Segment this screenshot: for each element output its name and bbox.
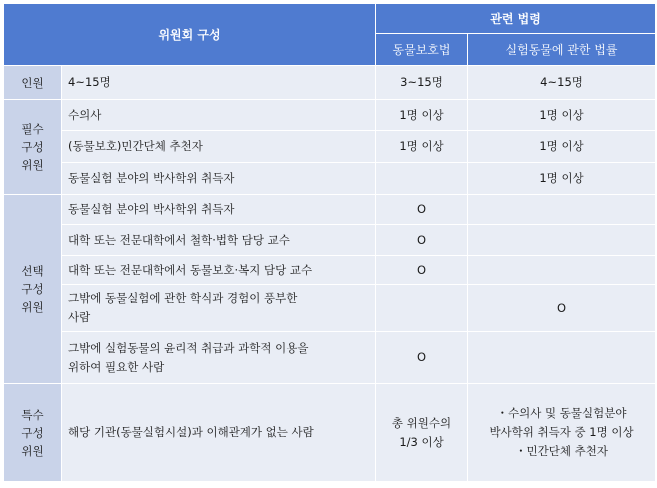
optional-desc: 대학 또는 전문대학에서 철학·법학 담당 교수 xyxy=(62,225,376,256)
required-row xyxy=(4,163,656,195)
required-law2: 1명 이상 xyxy=(468,163,656,195)
header-related-law: 관련 법령 xyxy=(376,4,656,34)
members-row xyxy=(4,66,656,100)
optional-row xyxy=(4,256,656,285)
required-row xyxy=(4,100,656,131)
optional-law1: O xyxy=(376,225,468,256)
required-desc: 동물실험 분야의 박사학위 취득자 xyxy=(62,163,376,195)
required-desc: 수의사 xyxy=(62,100,376,131)
special-law1: 총 위원수의 1/3 이상 xyxy=(376,384,468,482)
optional-law2 xyxy=(468,332,656,384)
members-label: 인원 xyxy=(4,66,62,100)
optional-law1: O xyxy=(376,195,468,225)
special-desc: 해당 기관(동물실험시설)과 이해관계가 없는 사람 xyxy=(62,384,376,482)
committee-composition-table xyxy=(3,3,656,482)
required-law2: 1명 이상 xyxy=(468,131,656,163)
required-law2: 1명 이상 xyxy=(468,100,656,131)
special-row xyxy=(4,384,656,482)
optional-desc: 동물실험 분야의 박사학위 취득자 xyxy=(62,195,376,225)
optional-desc: 그밖에 실험동물의 윤리적 취급과 과학적 이용을 위하여 필요한 사람 xyxy=(62,332,376,384)
members-law2: 4~15명 xyxy=(468,66,656,100)
optional-desc: 그밖에 동물실험에 관한 학식과 경험이 풍부한 사람 xyxy=(62,285,376,332)
members-desc: 4~15명 xyxy=(62,66,376,100)
optional-law1 xyxy=(376,285,468,332)
required-law1: 1명 이상 xyxy=(376,131,468,163)
optional-row xyxy=(4,195,656,225)
optional-desc: 대학 또는 전문대학에서 동물보호·복지 담당 교수 xyxy=(62,256,376,285)
header-lab-animal-act: 실험동물에 관한 법률 xyxy=(468,34,656,66)
optional-row xyxy=(4,285,656,332)
special-label: 특수 구성 위원 xyxy=(4,384,62,482)
required-label: 필수 구성 위원 xyxy=(4,100,62,195)
optional-law2 xyxy=(468,256,656,285)
optional-row xyxy=(4,225,656,256)
optional-law2 xyxy=(468,195,656,225)
required-law1: 1명 이상 xyxy=(376,100,468,131)
optional-law2 xyxy=(468,225,656,256)
optional-law1: O xyxy=(376,332,468,384)
header-composition: 위원회 구성 xyxy=(4,4,376,66)
required-desc: (동물보호)민간단체 추천자 xyxy=(62,131,376,163)
special-law2: ・수의사 및 동물실험분야 박사학위 취득자 중 1명 이상 ・민간단체 추천자 xyxy=(468,384,656,482)
members-law1: 3~15명 xyxy=(376,66,468,100)
required-row xyxy=(4,131,656,163)
optional-row xyxy=(4,332,656,384)
optional-label: 선택 구성 위원 xyxy=(4,195,62,384)
required-law1 xyxy=(376,163,468,195)
optional-law1: O xyxy=(376,256,468,285)
header-animal-protection-act: 동물보호법 xyxy=(376,34,468,66)
optional-law2: O xyxy=(468,285,656,332)
